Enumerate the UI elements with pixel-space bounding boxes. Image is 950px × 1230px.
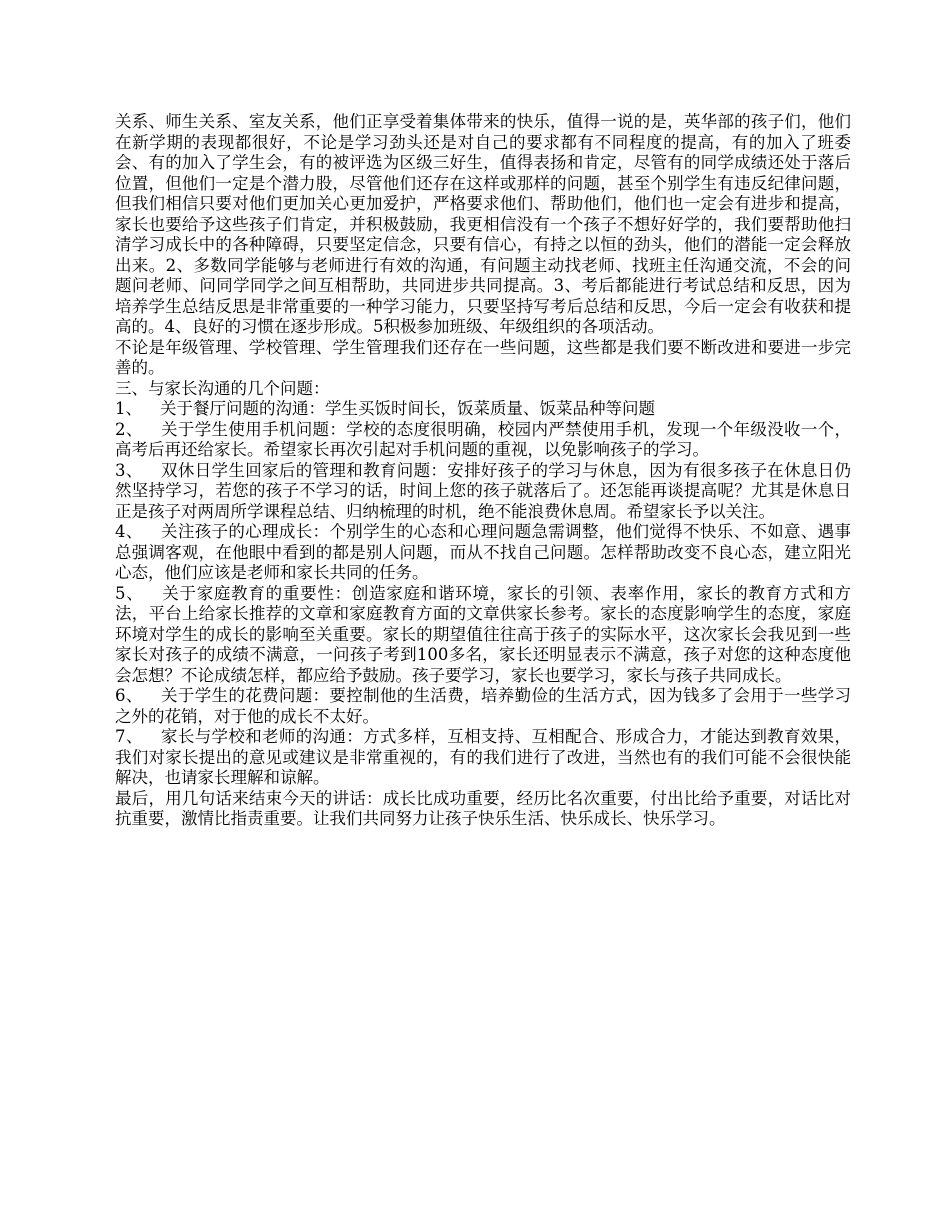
paragraph-management-issues: 不论是年级管理、学校管理、学生管理我们还存在一些问题，这些都是我们要不断改进和要进一步完善的。 [115, 337, 851, 377]
list-item-text: 关于家庭教育的重要性：创造家庭和谐环境，家长的引领、表率作用，家长的教育方式和方法，平台上给家长推荐的文章和家庭教育方面的文章供家长参考。家长的态度影响学生的态度，家庭环境对学生的成长的影响至关重要。家长的期望值往往高于孩子的实际水平，这次家长会我见到一些家长对孩子的成绩不满意，一问孩子考到100多名，家长还明显表示不满意，孩子对您的这种态度他会怎想？不论成绩怎样，都应给予鼓励。孩子要学习，家长也要学习，家长与孩子共同成长。 [115, 583, 852, 685]
list-item-text: 家长与学校和老师的沟通：方式多样，互相支持、互相配合、形成合力，才能达到教育效果，我们对家长提出的意见或建议是非常重视的，有的我们进行了改进，当然也有的我们可能不会很快能解决，也请家长理解和谅解。 [115, 727, 852, 787]
list-item-text: 双休日学生回家后的管理和教育问题：安排好孩子的学习与休息，因为有很多孩子在休息日仍然坚持学习，若您的孩子不学习的话，时间上您的孩子就落后了。还怎能再谈提高呢？尤其是休息日正是孩子对两周所学课程总结、归纳梳理的时机，绝不能浪费休息周。希望家长予以关注。 [115, 460, 852, 521]
list-item [115, 522, 851, 584]
paragraph-student-progress: 关系、师生关系、室友关系，他们正享受着集体带来的快乐，值得一说的是，英华部的孩子们，他们在新学期的表现都很好，不论是学习劲头还是对自己的要求都有不同程度的提高，有的加入了班委会、有的加入了学生会，有的被评选为区级三好生，值得表扬和肯定，尽管有的同学成绩还处于落后位置，但他们一定是个潜力股，尽管他们还存在这样或那样的问题，甚至个别学生有违反纪律问题，但我们相信只要对他们更加关心更加爱护，严格要求他们、帮助他们，他们也一定会有进步和提高，家长也要给予这些孩子们肯定，并积极鼓励，我更相信没有一个孩子不想好好学的，我们要帮助他扫清学习成长中的各种障碍，只要坚定信念，只要有信心，有持之以恒的劲头，他们的潜能一定会释放出来。2、多数同学能够与老师进行有效的沟通，有问题主动找老师、找班主任沟通交流，不会的问题问老师、问同学同学之间互相帮助，共同进步共同提高。3、考后都能进行考试总结和反思，因为培养学生总结反思是非常重要的一种学习能力，只要坚持写考后总结和反思，今后一定会有收获和提高的。4、良好的习惯在逐步形成。5积极参加班级、年级组织的各项活动。 [115, 112, 851, 336]
paragraph-closing-remarks: 最后，用几句话来结束今天的讲话：成长比成功重要，经历比名次重要，付出比给予重要，对话比对抗重要，激情比指责重要。让我们共同努力让孩子快乐生活、快乐成长、快乐学习。 [115, 788, 851, 828]
list-item-number: 1、 [115, 399, 142, 418]
list-item-text: 关于餐厅问题的沟通：学生买饭时间长，饭菜质量、饭菜品种等问题 [160, 399, 655, 418]
list-item-text: 关于学生的花费问题：要控制他的生活费，培养勤俭的生活方式，因为钱多了会用于一些学习之外的花销，对于他的成长不太好。 [115, 686, 852, 726]
list-item [115, 399, 851, 420]
list-item-text: 关注孩子的心理成长：个别学生的心态和心理问题急需调整，他们觉得不快乐、不如意、遇事总强调客观，在他眼中看到的都是别人问题，而从不找自己问题。怎样帮助改变不良心态，建立阳光心态，他们应该是老师和家长共同的任务。 [115, 522, 852, 582]
list-item-number: 5、 [115, 583, 144, 603]
list-item-number: 7、 [115, 727, 143, 746]
list-item [115, 584, 851, 687]
list-item-text: 关于学生使用手机问题：学校的态度很明确，校园内严禁使用手机，发现一个年级没收一个，高考后再还给家长。希望家长再次引起对手机问题的重视，以免影响孩子的学习。 [115, 419, 852, 459]
document-body [115, 112, 851, 830]
list-item [115, 420, 851, 461]
list-item-number: 3、 [115, 460, 143, 480]
list-item [115, 686, 851, 727]
list-item-number: 6、 [115, 686, 143, 705]
section-heading-parent-communication: 三、与家长沟通的几个问题： [115, 378, 330, 398]
list-item [115, 461, 851, 523]
list-item-number: 2、 [115, 419, 143, 439]
list-item-number: 4、 [115, 522, 143, 541]
list-item [115, 727, 851, 789]
